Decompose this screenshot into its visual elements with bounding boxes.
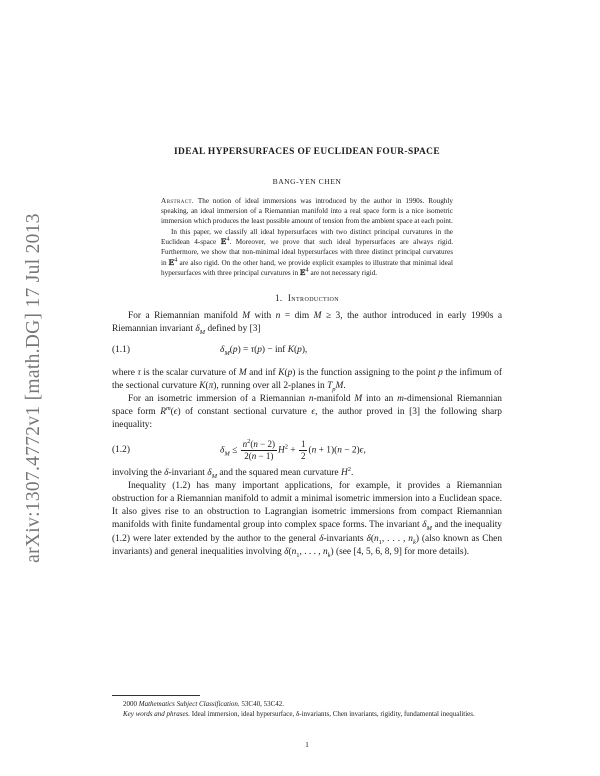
footnote-keywords: Key words and phrases. Ideal immersion, ideal hypersurface, δ-invariants, Chen invariants, rigidity, fundamental inequalities.	[123, 710, 475, 718]
citation-list: 4, 5, 6, 8, 9	[356, 546, 399, 557]
footnotes	[112, 699, 502, 719]
equation-1-1-label: (1.1)	[112, 345, 130, 356]
abstract-text-1: The notion of ideal immersions was introduced by the author in 1990s. Roughly speaking, an ideal immersion of a Riemannian manifold into a real space form is a nice isometric immersion which produces the least possible amount of tension from the ambient space at each point.	[161, 197, 453, 226]
intro-paragraph-4: involving the δ-invariant $\delta_M$ and the squared mean curvature $H^2$.	[112, 465, 354, 480]
intro-paragraph-2: where τ is the scalar curvature of M and inf K(p) is the function assigning to the point p the infimum of the sectional curvature K(π), running over all 2-planes in $T_pM$.	[112, 367, 502, 393]
equation-1-1	[112, 344, 502, 357]
paper-title: IDEAL HYPERSURFACES OF EUCLIDEAN FOUR-SPACE	[173, 147, 440, 157]
abstract	[161, 196, 453, 278]
section-title: Introduction	[287, 293, 339, 303]
abstract-paragraph-1	[161, 196, 453, 226]
equation-1-2-label: (1.2)	[112, 444, 130, 455]
arxiv-stamp-text: arXiv:1307.4772v1 [math.DG] 17 Jul 2013	[23, 213, 45, 563]
arxiv-stamp	[16, 188, 52, 588]
page-number: 1	[305, 740, 309, 749]
section-heading	[112, 293, 502, 303]
abstract-label: Abstract.	[161, 197, 195, 205]
equation-1-2	[112, 439, 502, 462]
body-text	[112, 310, 502, 559]
intro-paragraph-1: For a Riemannian manifold M with n = dim M ≥ 3, the author introduced in early 1990s a Riemannian invariant $\delta_M$ defined by [3]	[112, 311, 502, 337]
equation-1-2-body: $\delta_M$ ≤ $\frac{n^2(n - 2)}{2(n - 1)}$ $H^2$ + $\frac{1}{2}$ (n + 1)(n − 2)ϵ,	[220, 437, 366, 461]
equation-1-1-body: $\delta_M(p) = \tau(p)$ − inf K(p),	[220, 345, 308, 358]
footnote-msc: 2000 Mathematics Subject Classification. 53C40, 53C42.	[123, 700, 284, 708]
intro-paragraph-5: Inequality (1.2) has many important applications, for example, it provides a Riemannian obstruction for a Riemannian manifold to admit a minimal isometric immersion into a Euclidean space. It also gives rise to an obstruction to Lagrangian isometric immersions from compact Riemannian manifolds with finite fundamental group into complex space forms. The invariant $\delta_M$ and the inequality (1.2) were later extended by the author to the general δ-invariants $\delta(n_1$, . . . , $n_k$) (also known as Chen invariants) and general inequalities involving $\delta(n_1$, . . . , $n_k$) (see [4, 5, 6, 8, 9] for more details).	[112, 480, 503, 559]
intro-paragraph-3: For an isometric immersion of a Riemannian n-manifold M into an m-dimensional Riemannian space form $R^m(\epsilon)$ of constant sectional curvature ϵ, the author proved in [3] the following sharp inequality:	[112, 394, 502, 431]
footnote-rule	[112, 695, 200, 696]
abstract-paragraph-2: In this paper, we classify all ideal hypersurfaces with two distinct principal curvatures in the Euclidean 4-space 𝔼$^4$. Moreover, we prove that such ideal hypersurfaces are always rigid. Furthermore, we show that non-minimal ideal hypersurfaces with three distinct principal curvatures in 𝔼$^4$ are also rigid. On the other hand, we provide explicit examples to illustrate that minimal ideal hypersurfaces with three principal curvatures in 𝔼$^4$ are not necessary rigid.	[161, 228, 454, 277]
paper-author: BANG-YEN CHEN	[272, 177, 342, 186]
section-number: 1.	[274, 293, 283, 303]
